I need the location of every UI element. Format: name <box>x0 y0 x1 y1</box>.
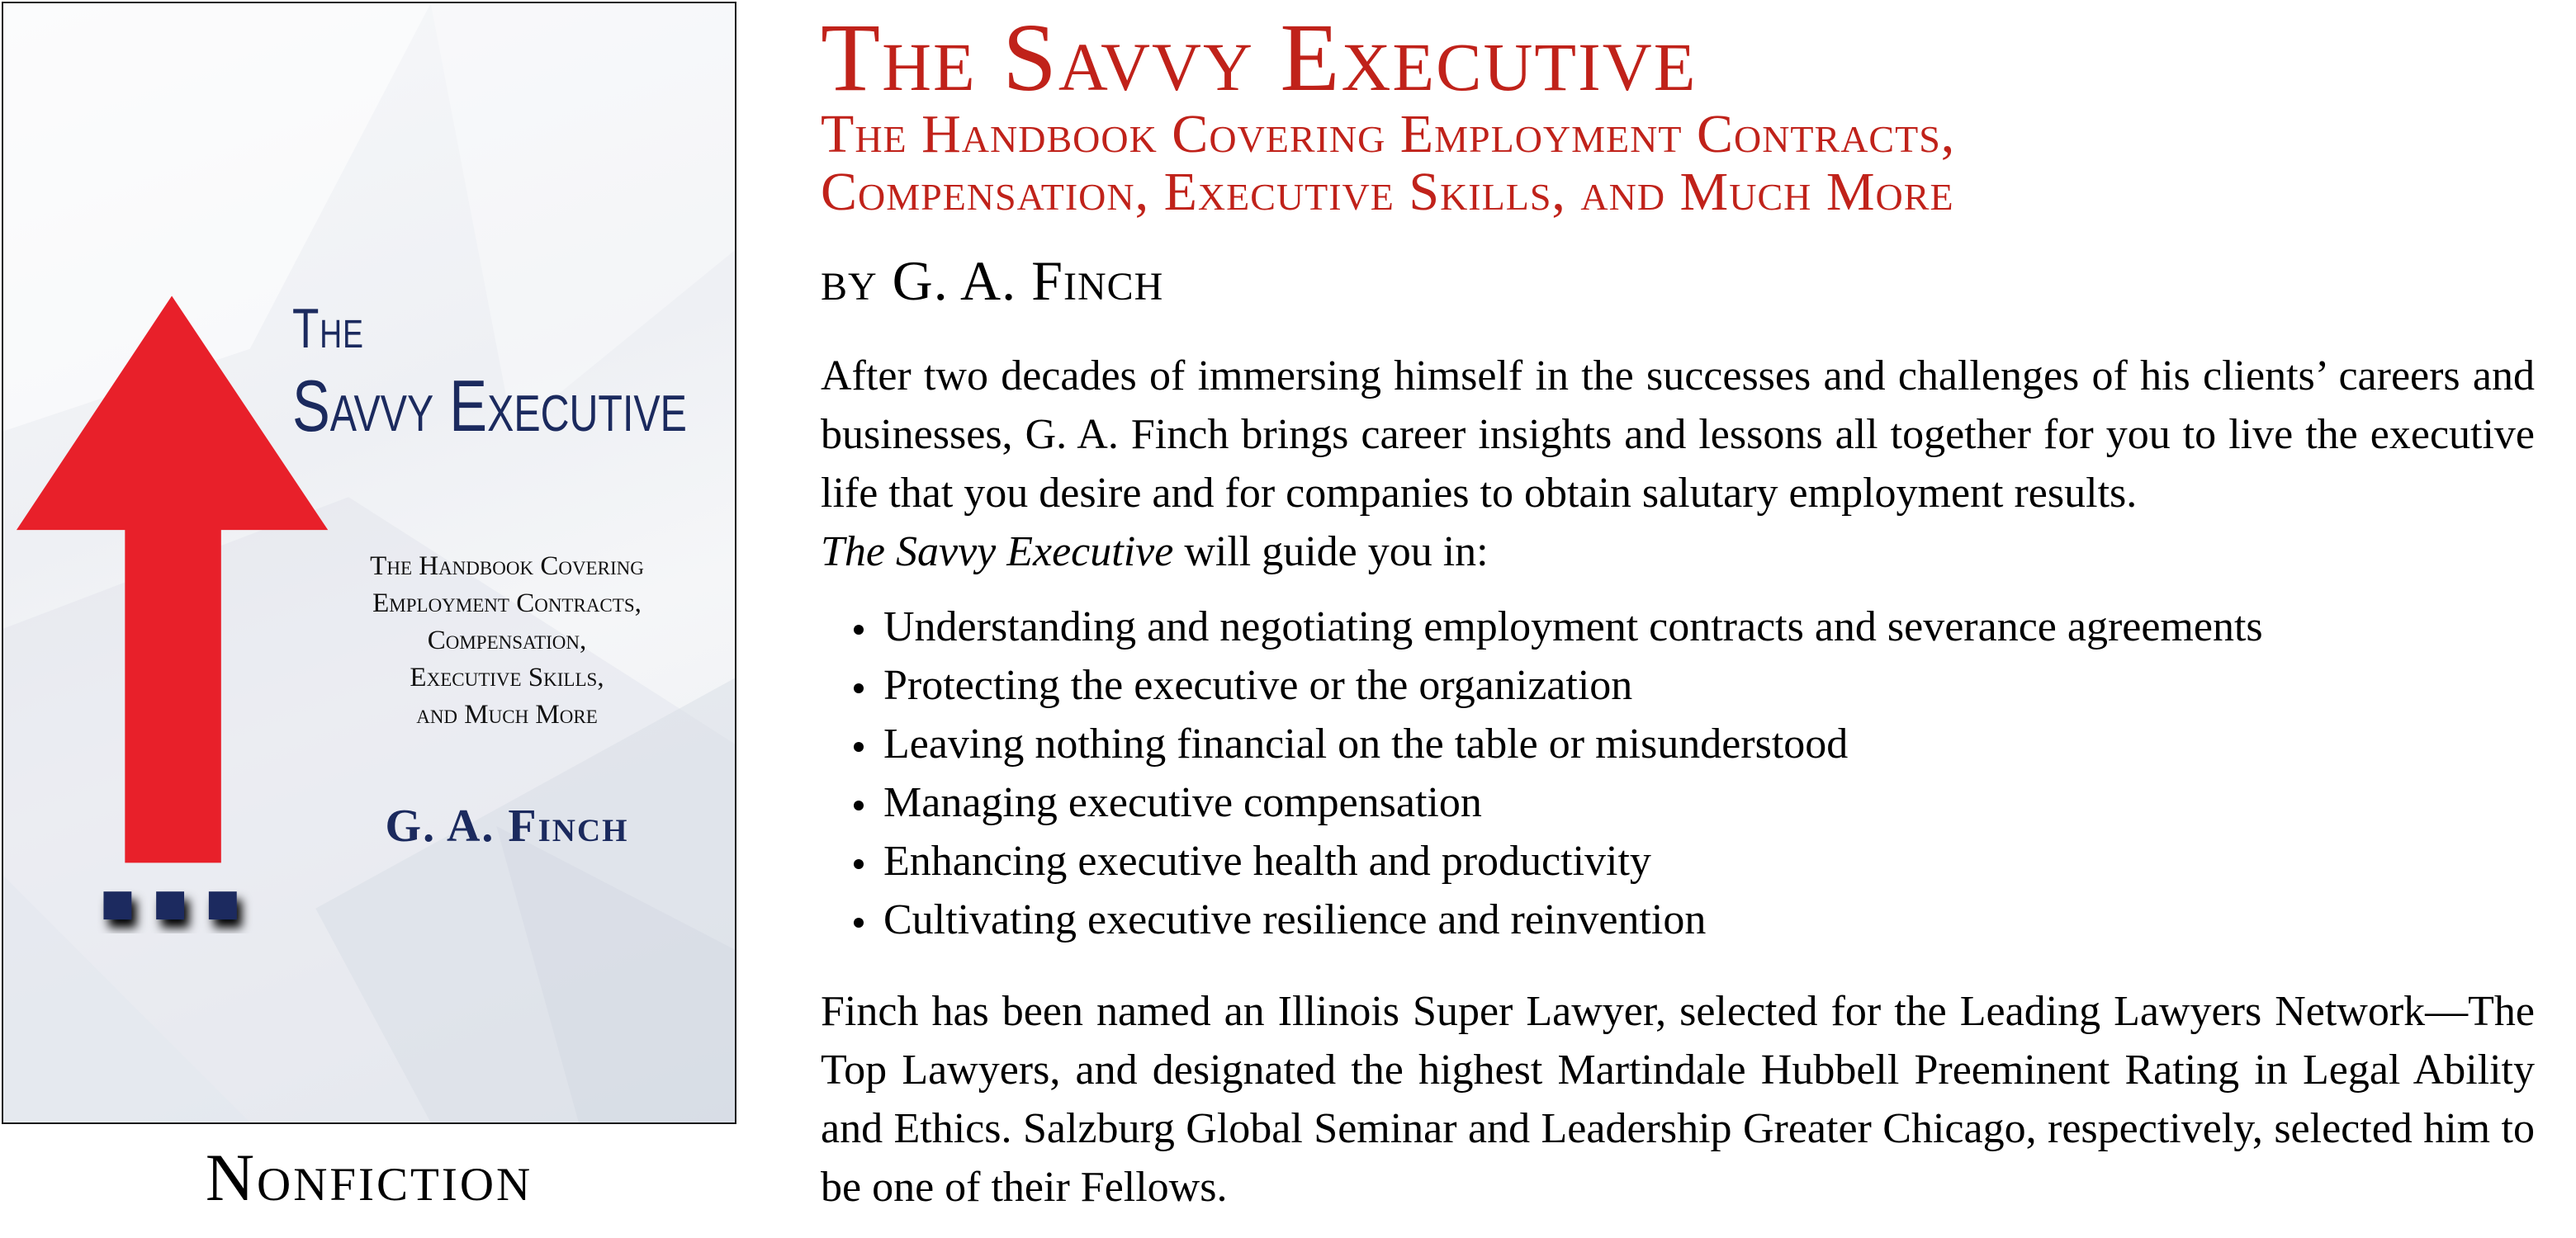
byline: by G. A. Finch <box>821 249 1164 312</box>
list-item: Protecting the executive or the organization <box>821 656 2263 715</box>
list-item: Leaving nothing financial on the table or misunderstood <box>821 715 2263 773</box>
cover-author: G. A. Finch <box>385 801 629 852</box>
book-subtitle-line: The Handbook Covering Employment Contracts, <box>821 104 1956 164</box>
cover-subtitle-line: Executive Skills, <box>410 663 604 692</box>
book-subtitle <box>821 106 1955 221</box>
cover-subtitle-line: Employment Contracts, <box>372 588 642 618</box>
cover-subtitle-line: The Handbook Covering <box>370 551 644 581</box>
cover-subtitle-line: and Much More <box>416 700 598 730</box>
cover-title-main: Savvy Executive <box>292 365 687 447</box>
cover-subtitle <box>301 548 713 734</box>
cover-subtitle-line: Compensation, <box>427 626 587 655</box>
author-bio: Finch has been named an Illinois Super Lawyer, selected for the Leading Lawyers Network—The Top Lawyers, and designated the highest Martindale Hubbell Preeminent Rating in Legal Ability and Ethics. Salzburg Global Seminar and Leadership Greater Chicago, respectively, selected him to be one of their Fellows. <box>821 988 2535 1211</box>
list-item: Enhancing executive health and productivity <box>821 832 2263 891</box>
cover-title-the: The <box>292 297 364 360</box>
category-label: Nonfiction <box>205 1140 533 1215</box>
benefits-list <box>821 598 2263 949</box>
arrow-shape <box>17 295 328 862</box>
ellipsis-dots <box>103 891 236 919</box>
book-subtitle-line: Compensation, Executive Skills, and Much More <box>821 162 1954 222</box>
cover-title <box>292 297 722 447</box>
list-item: Cultivating executive resilience and reinvention <box>821 891 2263 949</box>
description-italic-title: The Savvy Executive <box>821 528 1174 575</box>
description-lead-in: will guide you in: <box>1184 528 1489 575</box>
list-item: Managing executive compensation <box>821 773 2263 832</box>
book-title: The Savvy Executive <box>821 3 1698 111</box>
description <box>821 347 2535 581</box>
book-cover <box>2 2 736 1124</box>
description-text: After two decades of immersing himself in the successes and challenges of his clients’ careers and businesses, G. A. Finch brings career insights and lessons all together for you to live the executive life that you desire and for companies to obtain salutary employment results. <box>821 352 2535 517</box>
list-item: Understanding and negotiating employment contracts and severance agreements <box>821 598 2263 656</box>
